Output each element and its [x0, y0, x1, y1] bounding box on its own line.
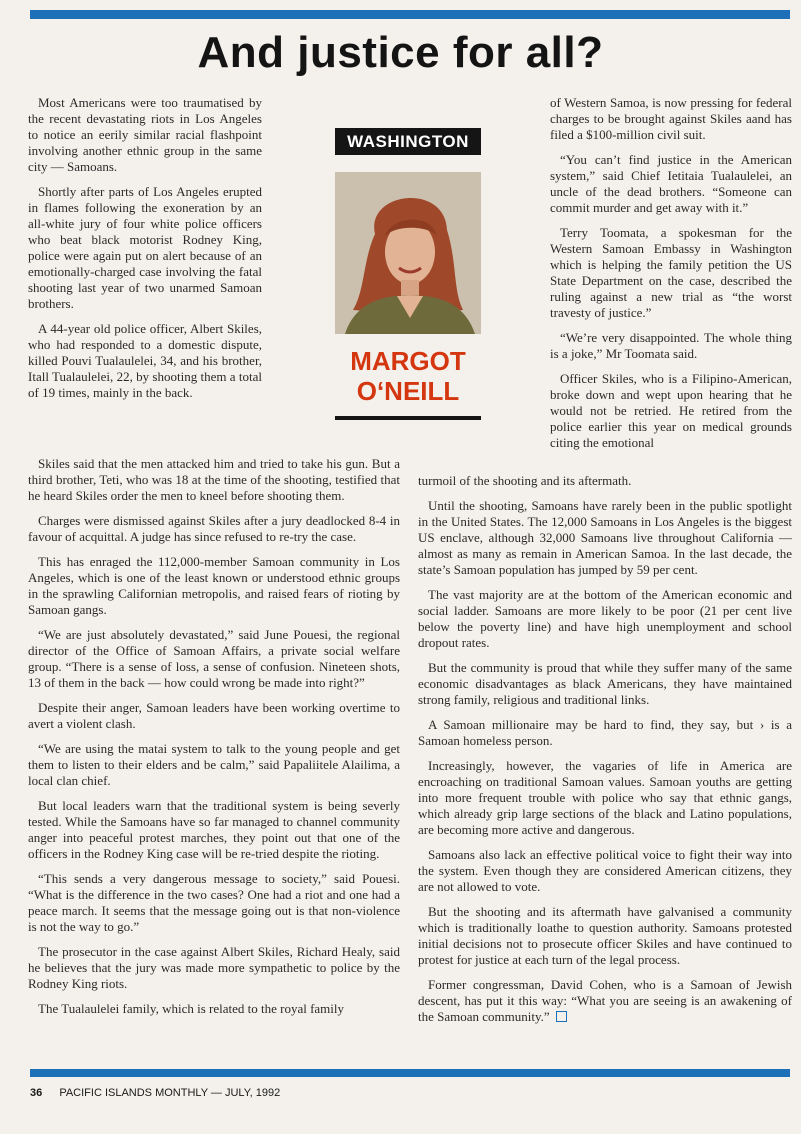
- headline: And justice for all?: [197, 28, 604, 77]
- paragraph: “You can’t find justice in the American system,” said Chief Ietitaia Tualaulelei, an uncle of the dead brothers. “Someone can commit murder and get away with it.”: [550, 152, 792, 215]
- article-column-right: [550, 95, 792, 451]
- dateline-kicker: WASHINGTON: [335, 128, 481, 155]
- paragraph: Samoans also lack an effective political voice to fight their way into the system. Even though they are considered American citizens, they are not allowed to vote.: [418, 847, 792, 894]
- author-portrait: [335, 172, 481, 334]
- paragraph: turmoil of the shooting and its aftermath.: [418, 473, 632, 488]
- author-rule: [335, 416, 481, 420]
- top-color-rule: [30, 10, 790, 19]
- paragraph: But the shooting and its aftermath have galvanised a community which is traditionally loathe to question authority. Samoans protested initial decisions not to prosecute officer Skiles and have continued to protest for justice at each turn of the legal process.: [418, 904, 792, 967]
- author-name: [335, 346, 481, 406]
- bottom-color-rule: [30, 1069, 790, 1077]
- paragraph: The Tualaulelei family, which is related to the royal family: [38, 1001, 345, 1016]
- paragraph: But the community is proud that while they suffer many of the same economic disadvantages as black Americans, they have maintained strong family, religious and traditional links.: [418, 660, 792, 707]
- end-of-article-icon: [556, 1011, 567, 1022]
- paragraph: Officer Skiles, who is a Filipino-American, broke down and wept upon hearing that he would not be retried. He retired from the police earlier this year on medical grounds citing the emotional: [550, 371, 792, 450]
- paragraph: Until the shooting, Samoans have rarely been in the public spotlight in the United States. The 12,000 Samoans in Los Angeles is the biggest US enclave, although 32,000 Samoans live throughout California — almost as many as remain in American Samoa. In the last decade, the state’s Samoan population has jumped by 59 per cent.: [418, 498, 792, 577]
- paragraph: Skiles said that the men attacked him and tried to take his gun. But a third brother, Teti, who was 18 at the time of the shooting, testified that he heard Skiles order the men to kneel before shooting them.: [28, 456, 400, 503]
- paragraph: “This sends a very dangerous message to society,” said Pouesi. “What is the difference in the two cases? One had a riot and one had a peace march. It seems that the message going out is that non-violence is not the way to go.”: [28, 871, 400, 934]
- paragraph: The prosecutor in the case against Albert Skiles, Richard Healy, said he believes that the jury was made more sympathetic to police by the Rodney King riots.: [28, 944, 400, 991]
- author-name-line1: MARGOT: [350, 346, 466, 376]
- page-number: 36: [30, 1087, 43, 1099]
- paragraph: “We’re very disappointed. The whole thing is a joke,” Mr Toomata said.: [550, 330, 792, 361]
- paragraph: Despite their anger, Samoan leaders have been working overtime to avert a violent clash.: [28, 700, 400, 731]
- author-name-line2: O‘NEILL: [356, 376, 460, 406]
- paragraph-final-text: Former congressman, David Cohen, who is a Samoan of Jewish descent, has put it this way: “What you are seeing is an awakening of the Samoan community.”: [418, 977, 792, 1024]
- article-column-bottom-left: [28, 456, 400, 1017]
- paragraph: But local leaders warn that the traditional system is being severly tested. While the Samoans have so far managed to channel community anger into peaceful protest marches, they point out that one of the officers in the Rodney King case will be re-tried despite the rioting.: [28, 798, 400, 861]
- paragraph: Increasingly, however, the vagaries of life in America are encroaching on traditional Samoan values. Samoan youths are getting into more frequent trouble with police who say that ethnic gangs, which already grip large sections of the black and Latino populations, are becoming more active and dangerous.: [418, 758, 792, 837]
- paragraph: This has enraged the 112,000-member Samoan community in Los Angeles, which is one of the least known or understood ethnic groups in the sprawling Californian metropolis, and raised fears of rioting by Samoan gangs.: [28, 554, 400, 617]
- paragraph: Terry Toomata, a spokesman for the Western Samoan Embassy in Washington which is helping the family petition the US State Department on the case, described the ruling against a new trial as “the worst travesty of justice.”: [550, 225, 792, 320]
- paragraph: A Samoan millionaire may be hard to find, they say, but › is a Samoan homeless person.: [418, 717, 792, 748]
- byline-box: [335, 128, 481, 420]
- article-column-left: [28, 95, 262, 401]
- author-photo-illustration: [335, 172, 481, 334]
- article-column-bottom-right: [418, 473, 792, 1025]
- paragraph: of Western Samoa, is now pressing for federal charges to be brought against Skiles aand has filed a $100-million civil suit.: [550, 95, 792, 142]
- paragraph: Charges were dismissed against Skiles after a jury deadlocked 8-4 in favour of acquittal. A judge has since refused to re-try the case.: [28, 513, 400, 544]
- paragraph: A 44-year old police officer, Albert Skiles, who had responded to a domestic dispute, killed Pouvi Tualaulelei, 34, and his brother, Itall Tualaulelei, 22, by shooting them a total of 19 times, mainly in the back.: [28, 321, 262, 400]
- paragraph: Most Americans were too traumatised by the recent devastating riots in Los Angeles to notice an eerily similar racial flashpoint involving another ethnic group in the same city — Samoans.: [28, 95, 262, 174]
- paragraph: “We are using the matai system to talk to the young people and get them to listen to their elders and be calm,” said Papaliitele Alailima, a local clan chief.: [28, 741, 400, 788]
- paragraph: “We are just absolutely devastated,” said June Pouesi, the regional director of the Office of Samoan Affairs, a private social welfare group. “There is a sense of loss, a sense of confusion. Nineteen shots, 13 of them in the back — how could wrong be made into right?”: [28, 627, 400, 690]
- publication-line: PACIFIC ISLANDS MONTHLY — JULY, 1992: [59, 1087, 281, 1099]
- paragraph-final: [418, 977, 792, 1025]
- paragraph: The vast majority are at the bottom of the American economic and social ladder. Samoans are more likely to be poor (21 per cent live below the poverty line) and have high unemployment and school dropout rates.: [418, 587, 792, 650]
- page-footer: [30, 1087, 280, 1099]
- paragraph: Shortly after parts of Los Angeles erupted in flames following the exoneration by an all-white jury of four white police officers who beat black motorist Rodney King, police were again put on alert because of an emotionally-charged case involving the fatal shooting last year of two unarmed Samoan brothers.: [28, 184, 262, 311]
